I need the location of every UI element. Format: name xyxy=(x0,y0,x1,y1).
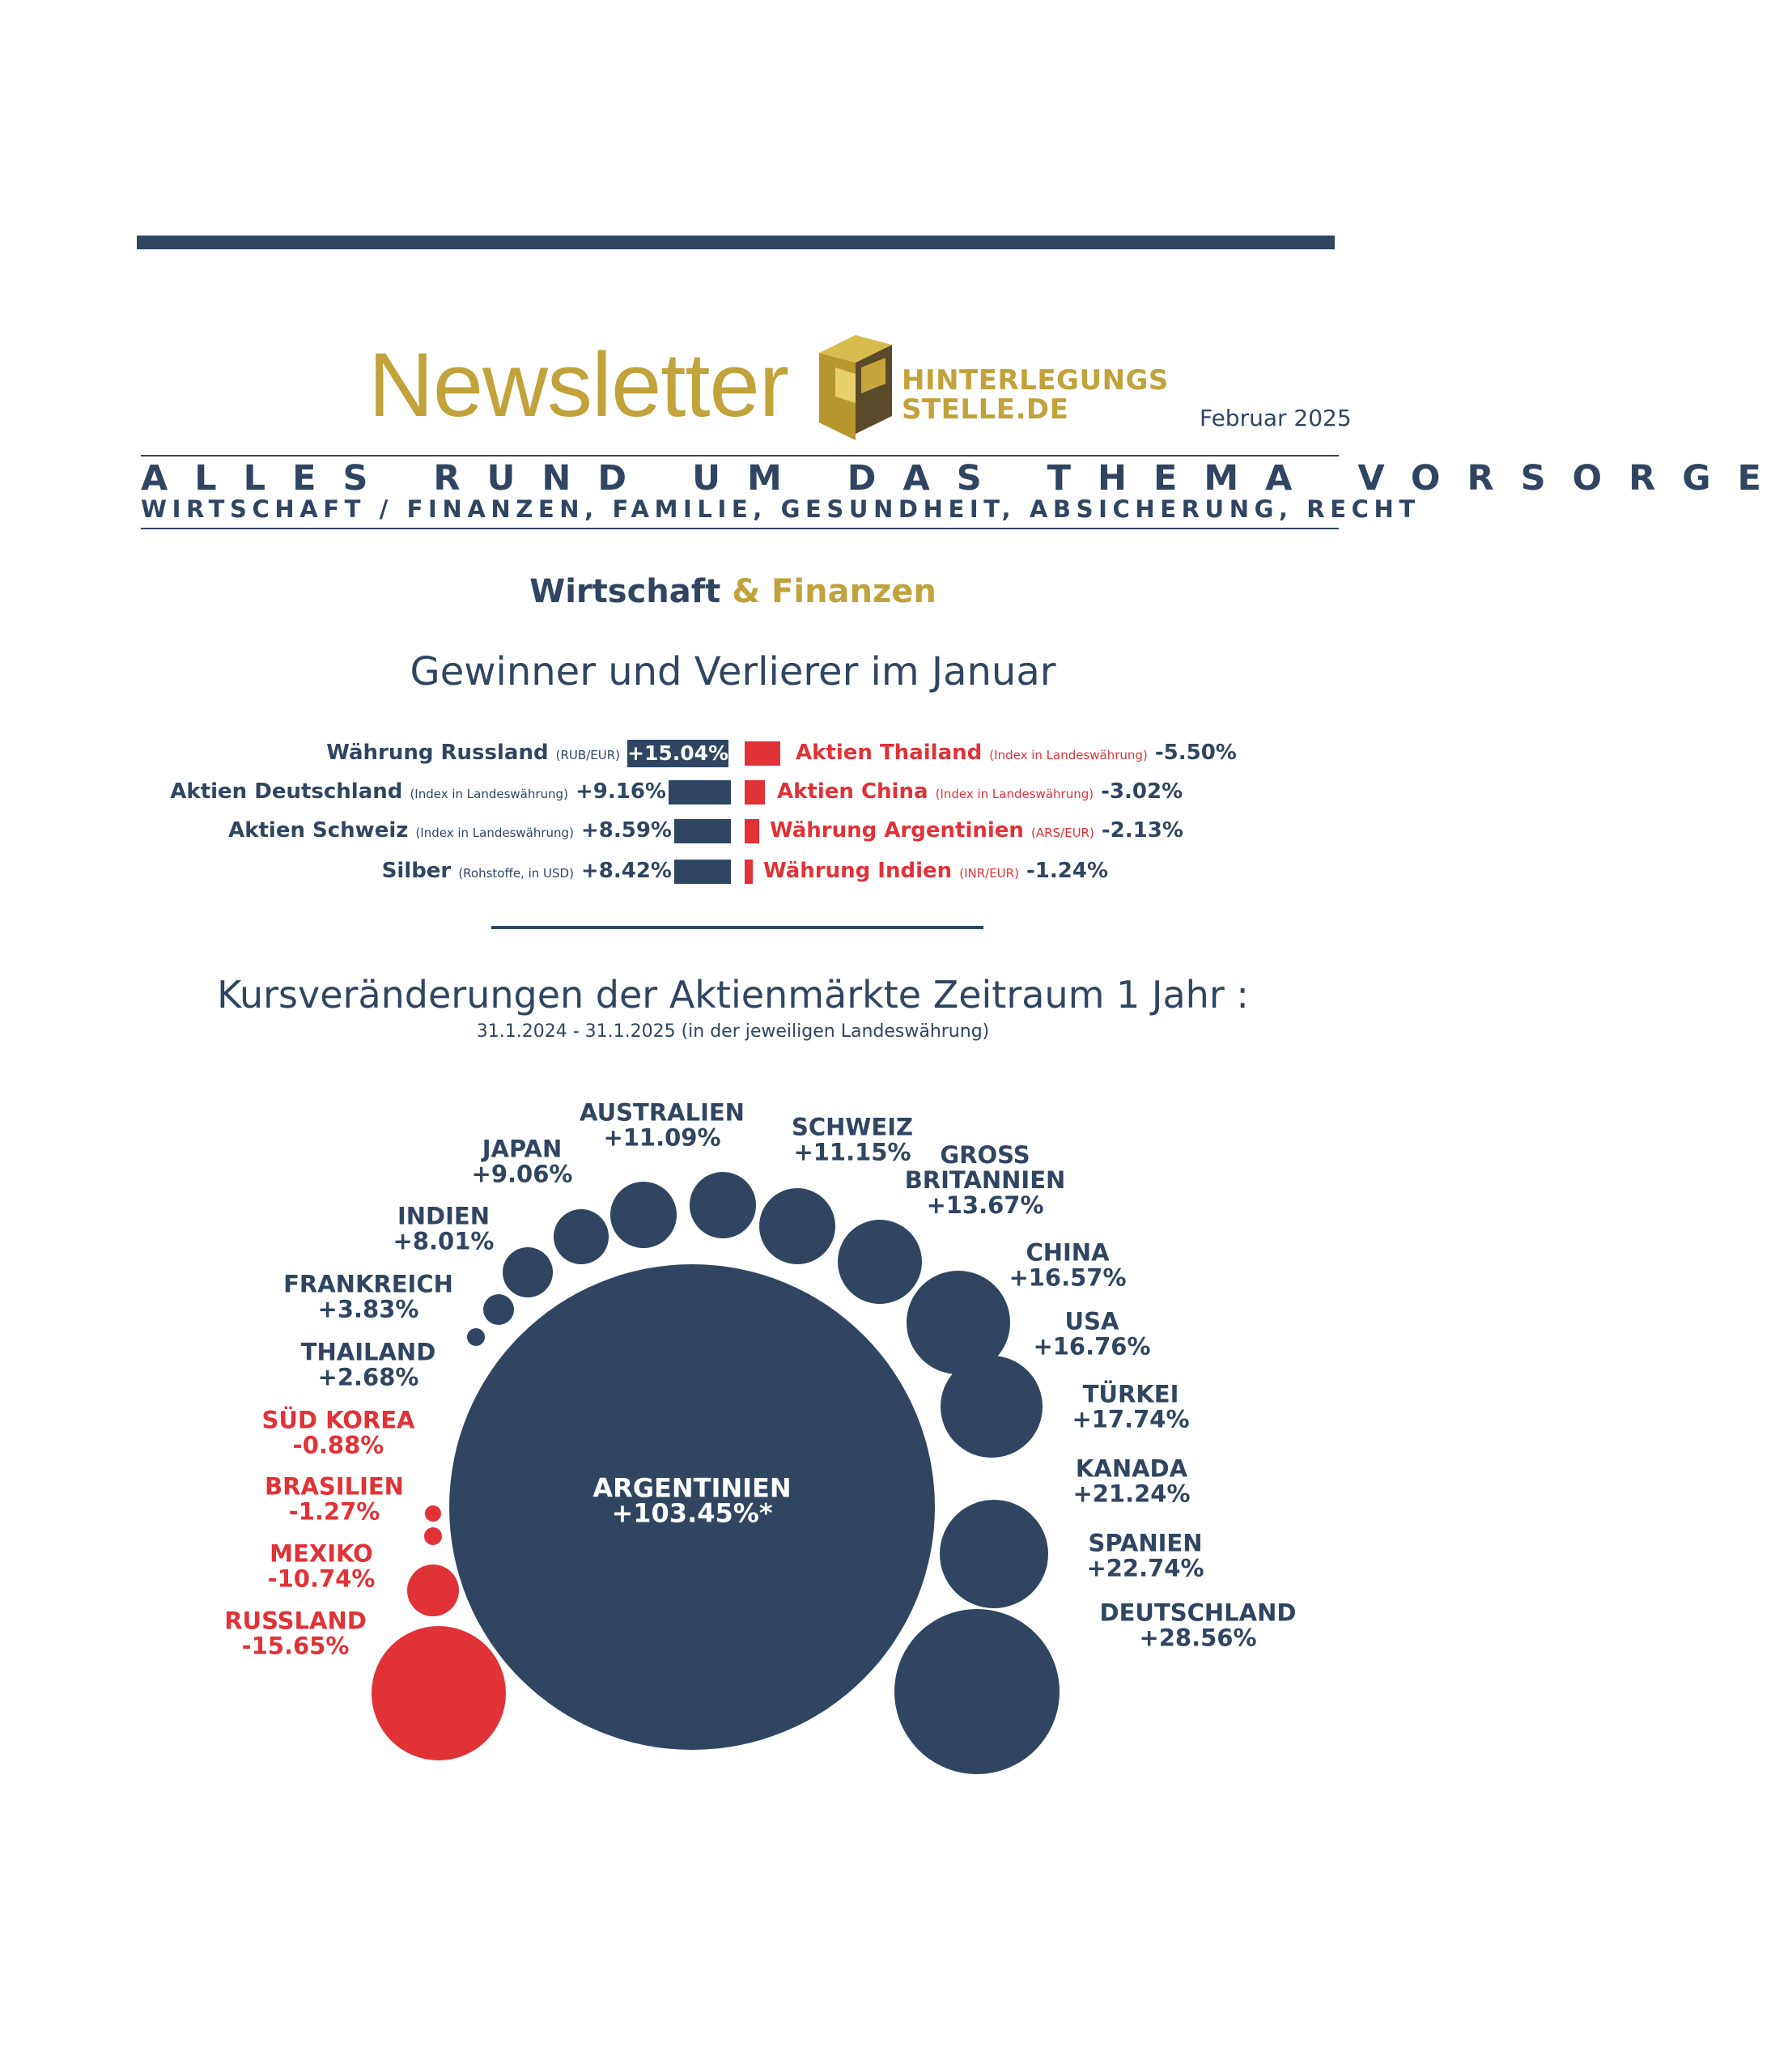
newsletter-title: Newsletter xyxy=(368,334,789,435)
bubble-value-japan: +9.06% xyxy=(471,1160,573,1188)
bubble-label-australien: AUSTRALIEN xyxy=(580,1098,745,1127)
winner-value: +9.16% xyxy=(575,779,666,804)
winner-value: +8.42% xyxy=(581,859,672,883)
loser-label xyxy=(770,814,1183,849)
bubble-label-mexiko: MEXIKO xyxy=(270,1539,373,1568)
section-divider xyxy=(491,926,983,929)
loser-note: (Index in Landeswährung) xyxy=(989,748,1148,762)
loser-label xyxy=(796,737,1237,771)
bubble-label-thailand: THAILAND xyxy=(300,1338,436,1366)
loser-bar xyxy=(745,860,753,884)
loser-value: -2.13% xyxy=(1101,818,1183,843)
bubble-frankreich xyxy=(483,1294,514,1325)
loser-bar xyxy=(745,741,780,766)
bubble-value-thailand: +2.68% xyxy=(317,1363,419,1391)
winner-label xyxy=(382,855,672,890)
loser-name: Währung Argentinien xyxy=(770,818,1024,843)
loser-note: (INR/EUR) xyxy=(959,866,1019,881)
markets-subtitle: 31.1.2024 - 31.1.2025 (in der jeweiligen Landeswährung) xyxy=(476,1021,990,1042)
winner-note: (Rohstoffe, in USD) xyxy=(458,866,574,881)
bubble-label-türkei: TÜRKEI xyxy=(1082,1380,1179,1408)
bubble-label-indien: INDIEN xyxy=(397,1202,491,1230)
bubble-label-deutschland: DEUTSCHLAND xyxy=(1099,1599,1297,1627)
winner-bar xyxy=(674,860,731,884)
bubble-value-mexiko: -10.74% xyxy=(267,1565,376,1593)
issue-date: Februar 2025 xyxy=(1200,405,1352,431)
tagline-rule-top xyxy=(141,455,1339,456)
bubble-label-usa: USA xyxy=(1064,1307,1119,1335)
bubble-label-schweiz: SCHWEIZ xyxy=(791,1113,914,1141)
bubble-brasilien xyxy=(424,1527,442,1545)
winner-name: Aktien Schweiz xyxy=(228,818,409,843)
bubble-value-indien: +8.01% xyxy=(393,1227,495,1255)
bubble-china xyxy=(838,1220,922,1304)
winners-losers-row xyxy=(0,737,1466,769)
bubble-value-china: +16.57% xyxy=(1009,1263,1127,1292)
markets-title xyxy=(0,973,1466,1017)
bubble-indien xyxy=(503,1247,553,1297)
markets-title-text: Kursveränderungen der Aktienmärkte Zeitraum 1 Jahr xyxy=(217,973,1225,1017)
winner-bar xyxy=(674,819,731,843)
logo-line1: HINTERLEGUNGS xyxy=(902,364,1169,397)
bubble-label-argentinien: ARGENTINIEN xyxy=(592,1472,792,1504)
section-heading xyxy=(0,573,1466,610)
section-heading-part2: & Finanzen xyxy=(732,573,936,610)
loser-name: Aktien China xyxy=(777,779,928,804)
bubble-value-kanada: +21.24% xyxy=(1072,1480,1191,1508)
bubble-value-brasilien: -1.27% xyxy=(288,1497,380,1526)
bubble-value-türkei: +17.74% xyxy=(1072,1405,1190,1433)
winner-label xyxy=(326,737,620,771)
bubble-schweiz xyxy=(690,1172,756,1238)
loser-value: -5.50% xyxy=(1154,741,1237,765)
winner-bar xyxy=(669,780,731,805)
winner-label xyxy=(228,814,672,849)
bubble-value-frankreich: +3.83% xyxy=(317,1295,419,1323)
winner-note: (RUB/EUR) xyxy=(555,748,620,762)
subtagline: WIRTSCHAFT / FINANZEN, FAMILIE, GESUNDHEIT, ABSICHERUNG, RECHT xyxy=(141,495,1421,523)
winners-losers-row xyxy=(0,775,1466,808)
bubble-label-gross-britannien: GROSS xyxy=(940,1141,1030,1169)
bubble-chart xyxy=(0,1052,1466,1821)
bubble-value-spanien: +22.74% xyxy=(1086,1554,1204,1582)
bubble-süd-korea xyxy=(425,1505,441,1522)
loser-label xyxy=(763,855,1108,890)
bubble-label-spanien: SPANIEN xyxy=(1088,1529,1203,1557)
winner-label xyxy=(170,775,666,810)
bubble-deutschland xyxy=(894,1609,1060,1774)
winner-name: Aktien Deutschland xyxy=(170,779,403,804)
bubble-label-süd-korea: SÜD KOREA xyxy=(261,1406,415,1434)
bubble-value-deutschland: +28.56% xyxy=(1139,1624,1257,1652)
bubble-label-kanada: KANADA xyxy=(1075,1454,1188,1483)
bubble-mexiko xyxy=(407,1565,459,1616)
logo-line2: STELLE.DE xyxy=(902,393,1069,426)
winners-losers-title: Gewinner und Verlierer im Januar xyxy=(410,649,1056,694)
winner-note: (Index in Landeswährung) xyxy=(410,787,568,801)
bubble-value-schweiz: +11.15% xyxy=(793,1138,911,1166)
logo-icon xyxy=(811,335,900,440)
loser-name: Aktien Thailand xyxy=(796,741,983,765)
tagline: ALLES RUND UM DAS THEMA VORSORGE xyxy=(141,458,1788,499)
section-heading-part1: Wirtschaft xyxy=(529,573,721,610)
loser-value: -1.24% xyxy=(1026,859,1109,883)
bubble-label-brasilien: BRASILIEN xyxy=(265,1472,404,1501)
loser-label xyxy=(777,775,1183,810)
winners-losers-row xyxy=(0,814,1466,847)
bubble-value-argentinien: +103.45%* xyxy=(611,1497,773,1529)
bubble-label-japan: JAPAN xyxy=(482,1135,563,1163)
top-rule xyxy=(137,236,1335,249)
winners-losers-row xyxy=(0,855,1466,887)
markets-title-colon: : xyxy=(1236,973,1249,1017)
bubble-value-süd-korea: -0.88% xyxy=(292,1431,384,1459)
winner-value: +8.59% xyxy=(581,818,672,843)
bubble-value-russland: -15.65% xyxy=(241,1632,350,1660)
bubble-value-australien: +11.09% xyxy=(603,1123,721,1152)
bubble-value-usa: +16.76% xyxy=(1033,1332,1151,1361)
bubble-russland xyxy=(372,1626,506,1760)
bubble-label-frankreich: FRANKREICH xyxy=(283,1270,453,1298)
loser-bar xyxy=(745,780,765,805)
bubble-gross-britannien xyxy=(759,1188,835,1264)
loser-note: (ARS/EUR) xyxy=(1030,826,1094,840)
bubble-label-china: CHINA xyxy=(1026,1238,1110,1267)
bubble-label-russland: RUSSLAND xyxy=(224,1607,367,1635)
bubble-label-gross-britannien: BRITANNIEN xyxy=(904,1166,1066,1194)
logo-text xyxy=(902,366,1169,424)
bubble-japan xyxy=(554,1209,609,1264)
loser-note: (Index in Landeswährung) xyxy=(935,787,1094,801)
loser-value: -3.02% xyxy=(1101,779,1183,804)
bubble-usa xyxy=(907,1271,1010,1374)
tagline-rule-bottom xyxy=(141,528,1339,529)
winner-bar: +15.04% xyxy=(627,740,728,767)
loser-bar xyxy=(745,819,759,843)
winner-name: Währung Russland xyxy=(326,741,549,765)
loser-name: Währung Indien xyxy=(763,859,953,883)
winner-note: (Index in Landeswährung) xyxy=(415,826,574,840)
bubble-value-gross-britannien: +13.67% xyxy=(926,1191,1044,1219)
winner-name: Silber xyxy=(381,859,452,883)
bubble-australien xyxy=(610,1182,677,1248)
bubble-spanien xyxy=(940,1500,1048,1608)
bubble-thailand xyxy=(467,1328,485,1346)
